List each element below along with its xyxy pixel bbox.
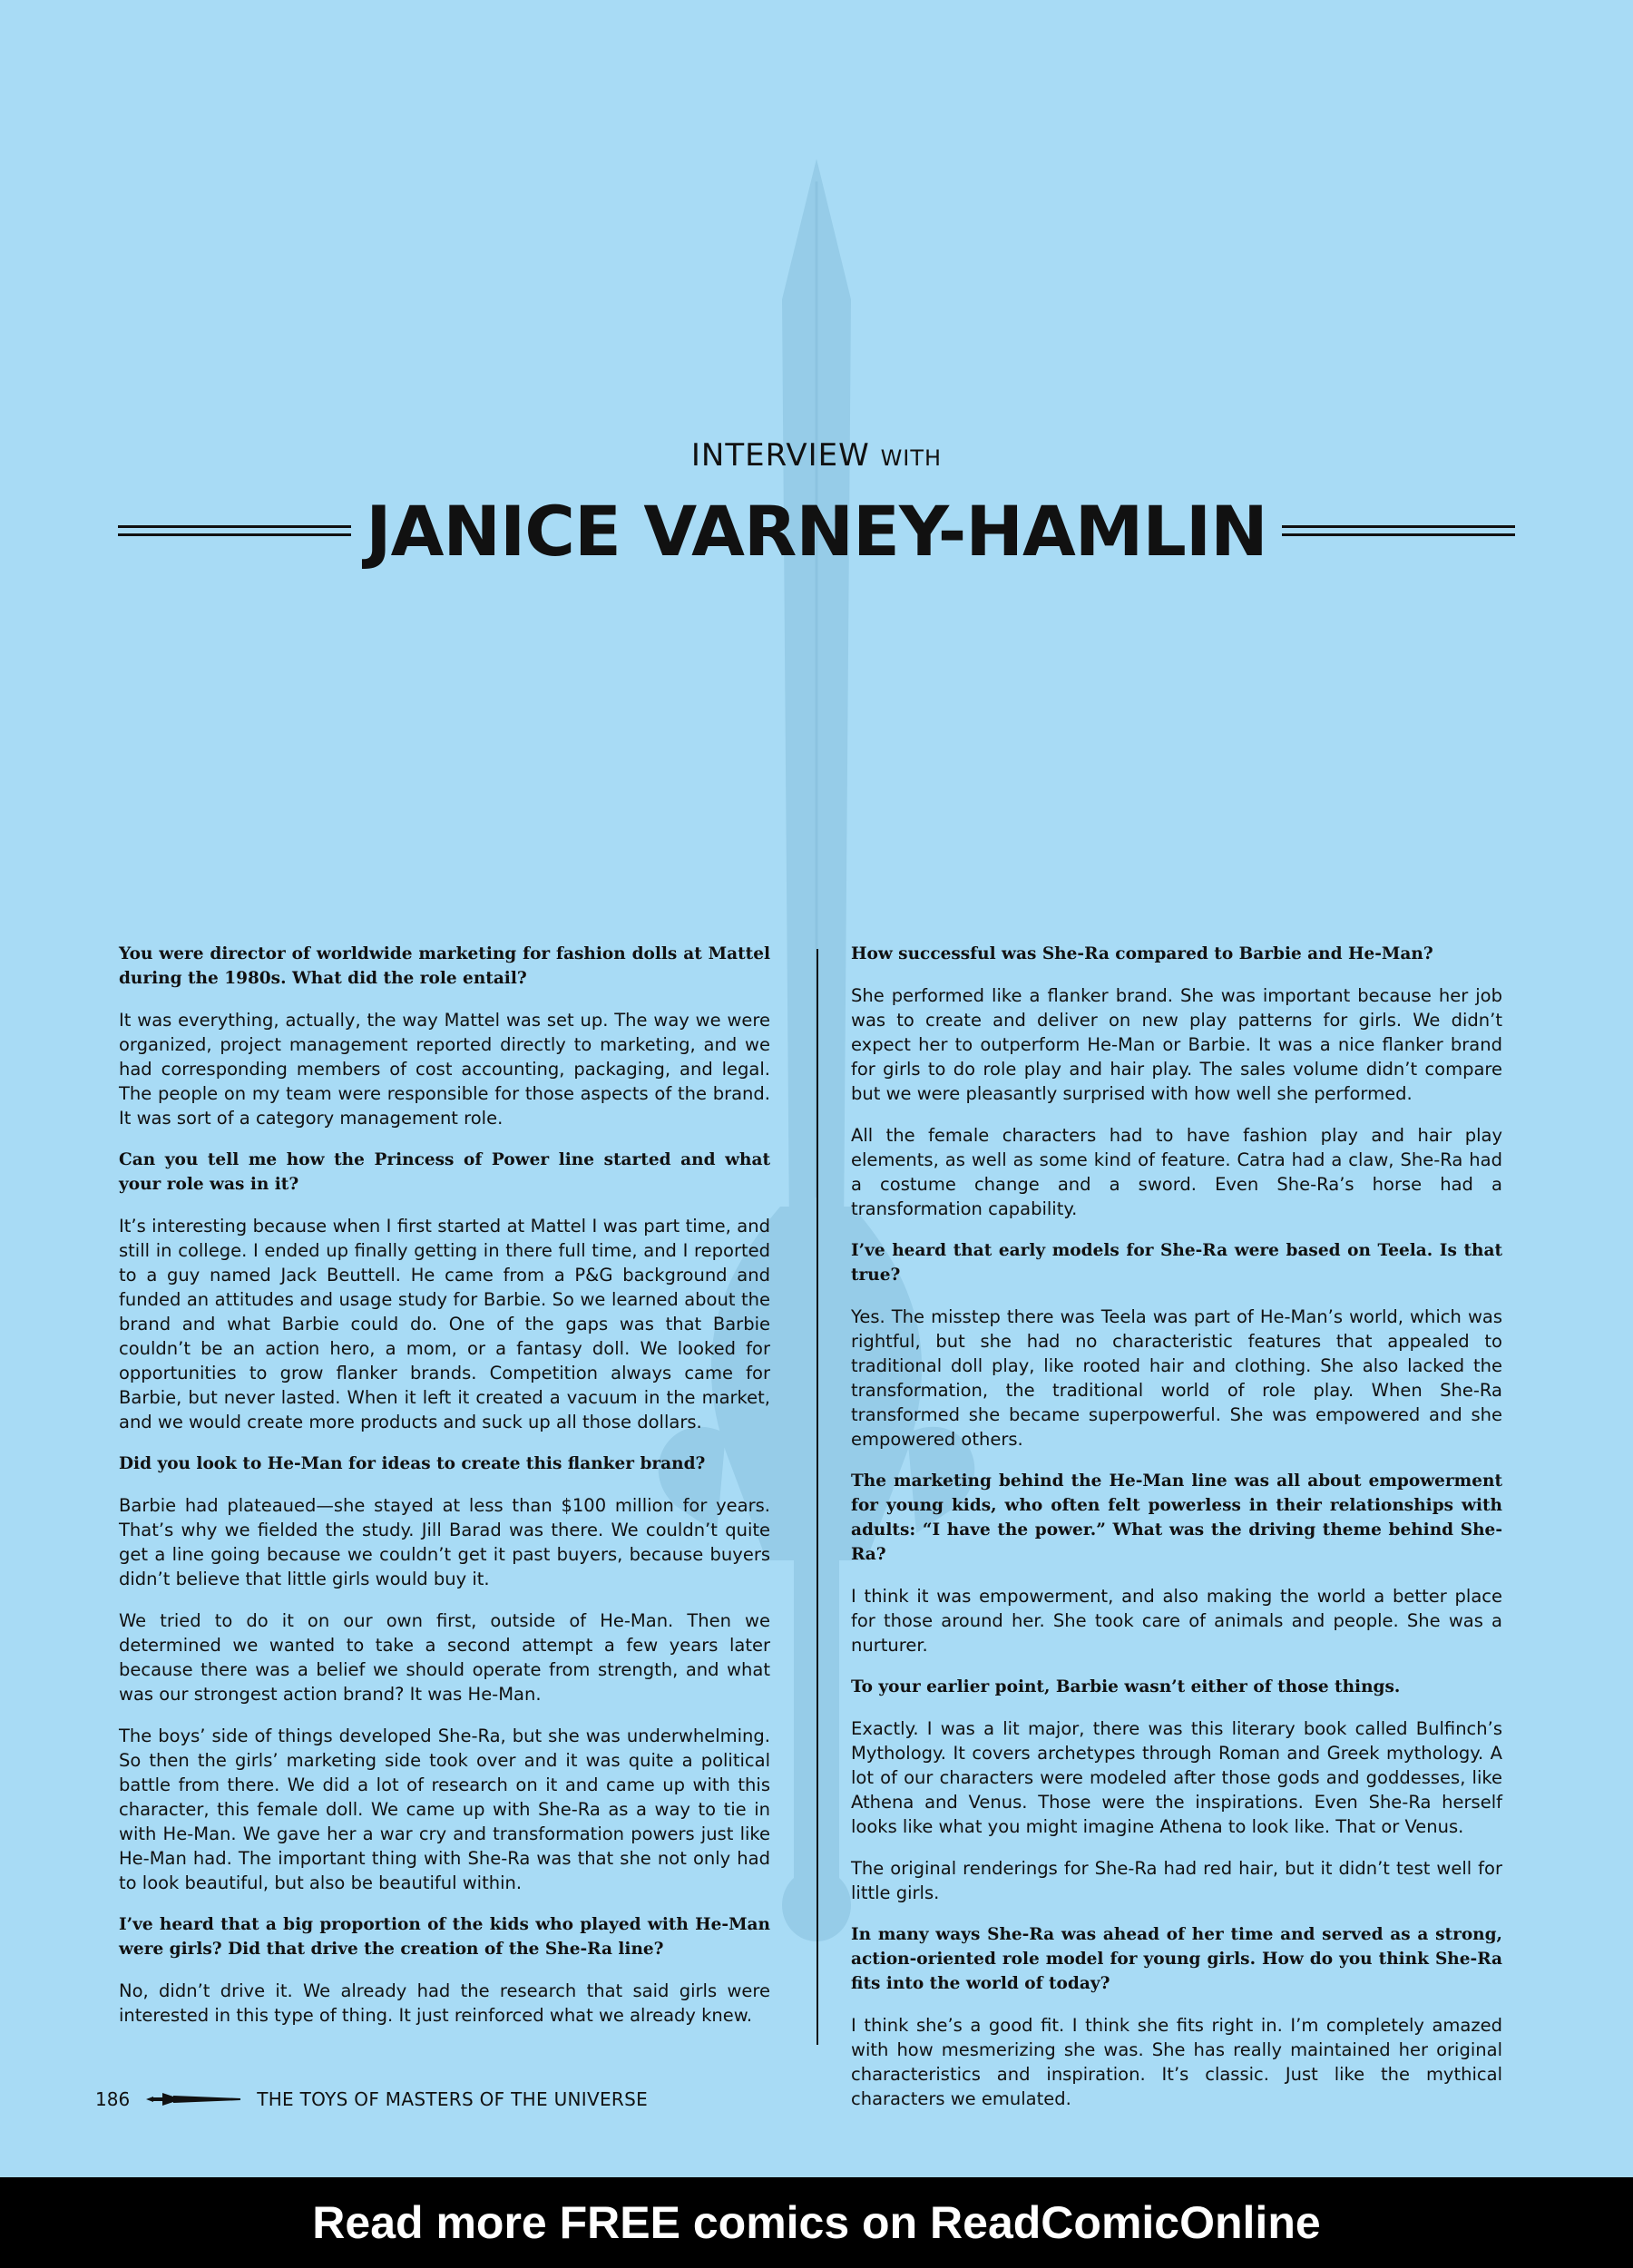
page-number: 186: [95, 2088, 131, 2110]
column-divider: [816, 949, 818, 2045]
page-title: JANICE VARNEY-HAMLIN: [366, 490, 1267, 572]
answer-paragraph: All the female characters had to have fashion play and hair play elements, as well as some kind of feature. Catra had a claw, She-Ra had a costume change and a sword. Even She-Ra’s horse had a transformation capability.: [851, 1125, 1502, 1219]
question-paragraph: Did you look to He-Man for ideas to create this flanker brand?: [119, 1454, 706, 1473]
answer-paragraph: The original renderings for She-Ra had red hair, but it didn’t test well for little girls.: [851, 1858, 1502, 1903]
answer-paragraph: Barbie had plateaued—she stayed at less than $100 million for years. That’s why we fielded the study. Jill Barad was there. We couldn’t quite get a line going because we couldn’t get it past buyers, because buyers didn’t believe that little girls would buy it.: [119, 1495, 770, 1589]
answer-paragraph: Exactly. I was a lit major, there was this literary book called Bulfinch’s Mythology. It covers archetypes through Roman and Greek mythology. A lot of our characters were modeled after those gods and goddesses, like Athena and Venus. Those were the inspirations. Even She-Ra herself looks like what you might imagine Athena to look like. That or Venus.: [851, 1718, 1502, 1837]
title-rule-left: [118, 525, 351, 536]
right-column: [851, 942, 1502, 2128]
sword-icon: [146, 2091, 240, 2107]
question-paragraph: How successful was She-Ra compared to Barbie and He-Man?: [851, 944, 1433, 963]
title-rule-right: [1282, 525, 1515, 536]
question-paragraph: I’ve heard that a big proportion of the kids who played with He-Man were girls? Did that drive the creation of the She-Ra line?: [119, 1915, 770, 1959]
answer-paragraph: Yes. The misstep there was Teela was part of He-Man’s world, which was rightful, but she had no characteristic features that appealed to traditional doll play, like rooted hair and clothing. She also lacked the transformation, the traditional world of role play. When She-Ra transformed she became superpowerful. She was empowered and she empowered others.: [851, 1306, 1502, 1450]
left-column: [119, 942, 770, 2045]
answer-paragraph: The boys’ side of things developed She-Ra, but she was underwhelming. So then the girls’ marketing side took over and it was quite a political battle from there. We did a lot of research on it and came up with this character, this female doll. We came up with She-Ra as a way to tie in with He-Man. We gave her a war cry and transformation powers just like He-Man had. The important thing with She-Ra was that she not only had to look beautiful, but also be beautiful within.: [119, 1725, 770, 1893]
answer-paragraph: We tried to do it on our own first, outside of He-Man. Then we determined we wanted to take a second attempt a few years later because there was a belief we should operate from strength, and what was our strongest action brand? It was He-Man.: [119, 1610, 770, 1705]
answer-paragraph: No, didn’t drive it. We already had the research that said girls were interested in this type of thing. It just reinforced what we already knew.: [119, 1980, 770, 2026]
question-paragraph: You were director of worldwide marketing for fashion dolls at Mattel during the 1980s. What did the role entail?: [119, 944, 770, 988]
title-row: [118, 490, 1515, 572]
answer-paragraph: I think it was empowerment, and also making the world a better place for those around her. She took care of animals and people. She was a nurturer.: [851, 1586, 1502, 1656]
answer-paragraph: I think she’s a good fit. I think she fits right in. I’m completely amazed with how mesmerizing she was. She has really maintained her original characteristics and inspiration. It’s classic. Just like the mythical characters we emulated.: [851, 2015, 1502, 2109]
header-connector: WITH: [880, 445, 943, 471]
read-more-banner[interactable]: [0, 2177, 1633, 2268]
answer-paragraph: It was everything, actually, the way Mattel was set up. The way we were organized, project management reported directly to marketing, and we had corresponding members of cost accounting, packaging, and legal. The people on my team were responsible for those aspects of the brand. It was sort of a category management role.: [119, 1010, 770, 1129]
question-paragraph: In many ways She-Ra was ahead of her time and served as a strong, action-oriented role model for young girls. How do you think She-Ra fits into the world of today?: [851, 1925, 1502, 1993]
question-paragraph: I’ve heard that early models for She-Ra were based on Teela. Is that true?: [851, 1241, 1502, 1285]
book-title: THE TOYS OF MASTERS OF THE UNIVERSE: [257, 2088, 649, 2110]
question-paragraph: Can you tell me how the Princess of Power line started and what your role was in it?: [119, 1150, 770, 1194]
question-paragraph: To your earlier point, Barbie wasn’t either of those things.: [851, 1677, 1401, 1696]
question-paragraph: The marketing behind the He-Man line was all about empowerment for young kids, who often felt powerless in their relationships with adults: “I have the power.” What was the driving theme behind She-Ra?: [851, 1471, 1502, 1564]
header-subtitle: [0, 437, 1633, 474]
answer-paragraph: It’s interesting because when I first started at Mattel I was part time, and still in college. I ended up finally getting in there full time, and I reported to a guy named Jack Beuttell. He came from a P&G background and funded an attitudes and usage study for Barbie. So we learned about the brand and what Barbie could do. One of the gaps was that Barbie couldn’t be an action hero, a mom, or a fantasy doll. We looked for opportunities to grow flanker brands. Competition always came for Barbie, but never lasted. When it left it created a vacuum in the market, and we would create more products and suck up all those dollars.: [119, 1216, 770, 1432]
page-footer: [95, 2088, 648, 2110]
header-prefix: INTERVIEW: [690, 437, 870, 474]
banner-text[interactable]: Read more FREE comics on ReadComicOnline: [312, 2197, 1321, 2248]
answer-paragraph: She performed like a flanker brand. She was important because her job was to create and deliver on new play patterns for girls. We didn’t expect her to outperform He-Man or Barbie. It was a nice flanker brand for girls to do role play and hair play. The sales volume didn’t compare but we were pleasantly surprised with how well she performed.: [851, 985, 1502, 1104]
